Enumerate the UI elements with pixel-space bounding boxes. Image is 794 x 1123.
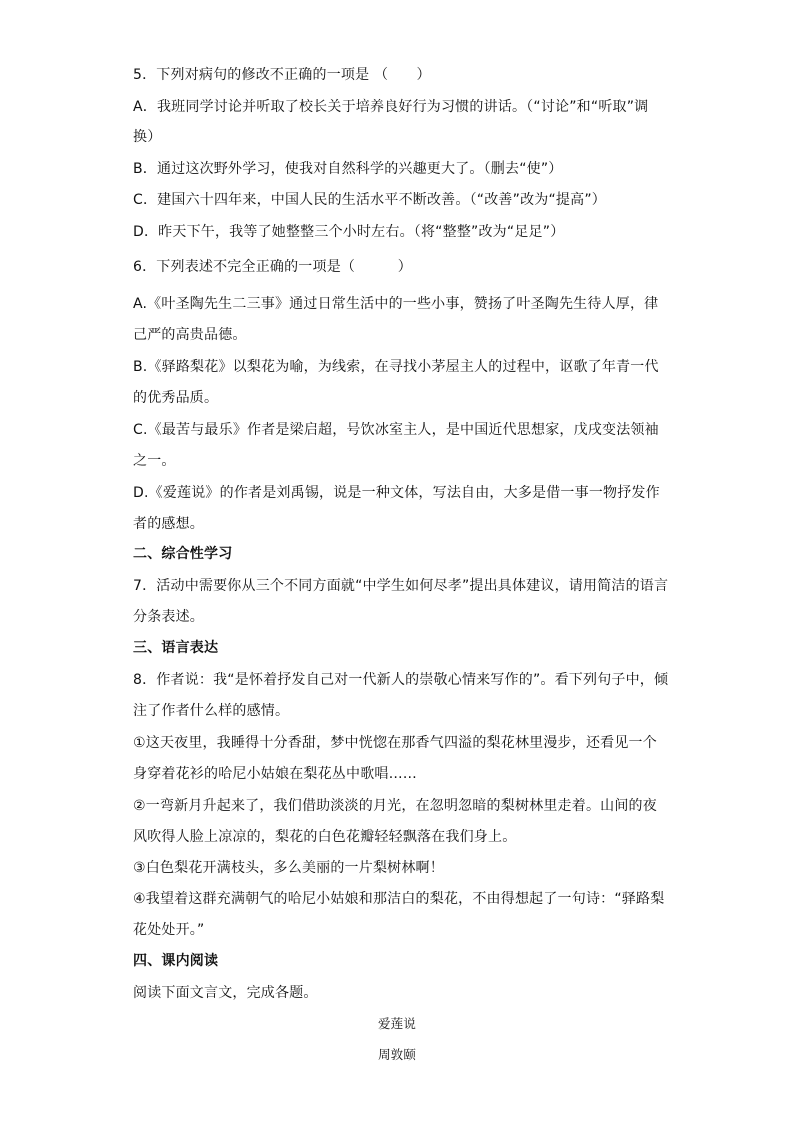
q6-option-c-cont: 之一。 <box>133 453 176 469</box>
section2-title: 二、综合性学习 <box>133 546 233 562</box>
q7-stem-cont: 分条表述。 <box>133 609 204 625</box>
q6-option-d-cont: 者的感想。 <box>133 516 204 532</box>
q5-option-a-cont: 换） <box>133 129 162 145</box>
q6-option-d: D.《爱莲说》的作者是刘禹锡，说是一种文体，写法自由，大多是借一事一物抒发作 <box>133 485 660 501</box>
sentence-1: ①这天夜里，我睡得十分香甜，梦中恍惚在那香气四溢的梨花林里漫步，还看见一个 <box>133 735 657 751</box>
q6-option-b-cont: 的优秀品质。 <box>133 390 219 406</box>
q5-option-d: D．昨天下午，我等了她整整三个小时左右。（将“整整”改为“足足”） <box>133 224 565 240</box>
passage-title: 爱莲说 <box>377 1016 417 1031</box>
section4-title: 四、课内阅读 <box>133 953 219 969</box>
sentence-4: ④我望着这群充满朝气的哈尼小姑娘和那洁白的梨花，不由得想起了一句诗：“驿路梨 <box>133 891 665 907</box>
q5-option-c: C．建国六十四年来，中国人民的生活水平不断改善。（“改善”改为“提高”） <box>133 192 606 208</box>
q6-option-c: C.《最苦与最乐》作者是梁启超，号饮冰室主人，是中国近代思想家，戊戌变法领袖 <box>133 422 659 438</box>
section3-title: 三、语言表达 <box>133 640 219 656</box>
q6-option-a-cont: 己严的高贵品德。 <box>133 327 247 343</box>
q5-option-a: A．我班同学讨论并听取了校长关于培养良好行为习惯的讲话。（“讨论”和“听取”调 <box>133 99 649 115</box>
passage-author: 周敦颐 <box>377 1047 417 1062</box>
sentence-4-cont: 花处处开。” <box>133 922 205 938</box>
q8-stem: 8．作者说：我“是怀着抒发自己对一代新人的崇敬心情来写作的”。看下列句子中，倾 <box>133 672 669 688</box>
q7-stem: 7．活动中需要你从三个不同方面就“中学生如何尽孝”提出具体建议，请用简洁的语言 <box>133 578 669 594</box>
sentence-2: ②一弯新月升起来了，我们借助淡淡的月光，在忽明忽暗的梨树林里走着。山间的夜 <box>133 798 657 814</box>
sentence-2-cont: 风吹得人脸上凉凉的，梨花的白色花瓣轻轻飘落在我们身上。 <box>133 829 517 845</box>
sentence-1-cont: 身穿着花衫的哈尼小姑娘在梨花丛中歌唱…… <box>133 766 417 782</box>
q6-option-a: A.《叶圣陶先生二三事》通过日常生活中的一些小事，赞扬了叶圣陶先生待人厚，律 <box>133 296 659 312</box>
sentence-3: ③白色梨花开满枝头，多么美丽的一片梨树林啊！ <box>133 860 444 876</box>
q5-option-b: B．通过这次野外学习，使我对自然科学的兴趣更大了。（删去“使”） <box>133 161 563 177</box>
reading-instruction: 阅读下面文言文，完成各题。 <box>133 985 318 1001</box>
q6-option-b: B.《驿路梨花》以梨花为喻，为线索，在寻找小茅屋主人的过程中，讴歌了年青一代 <box>133 359 659 375</box>
q6-stem: 6．下列表述不完全正确的一项是（ ） <box>133 259 412 275</box>
q5-stem: 5．下列对病句的修改不正确的一项是 （ ） <box>133 67 431 83</box>
q8-stem-cont: 注了作者什么样的感情。 <box>133 703 290 719</box>
